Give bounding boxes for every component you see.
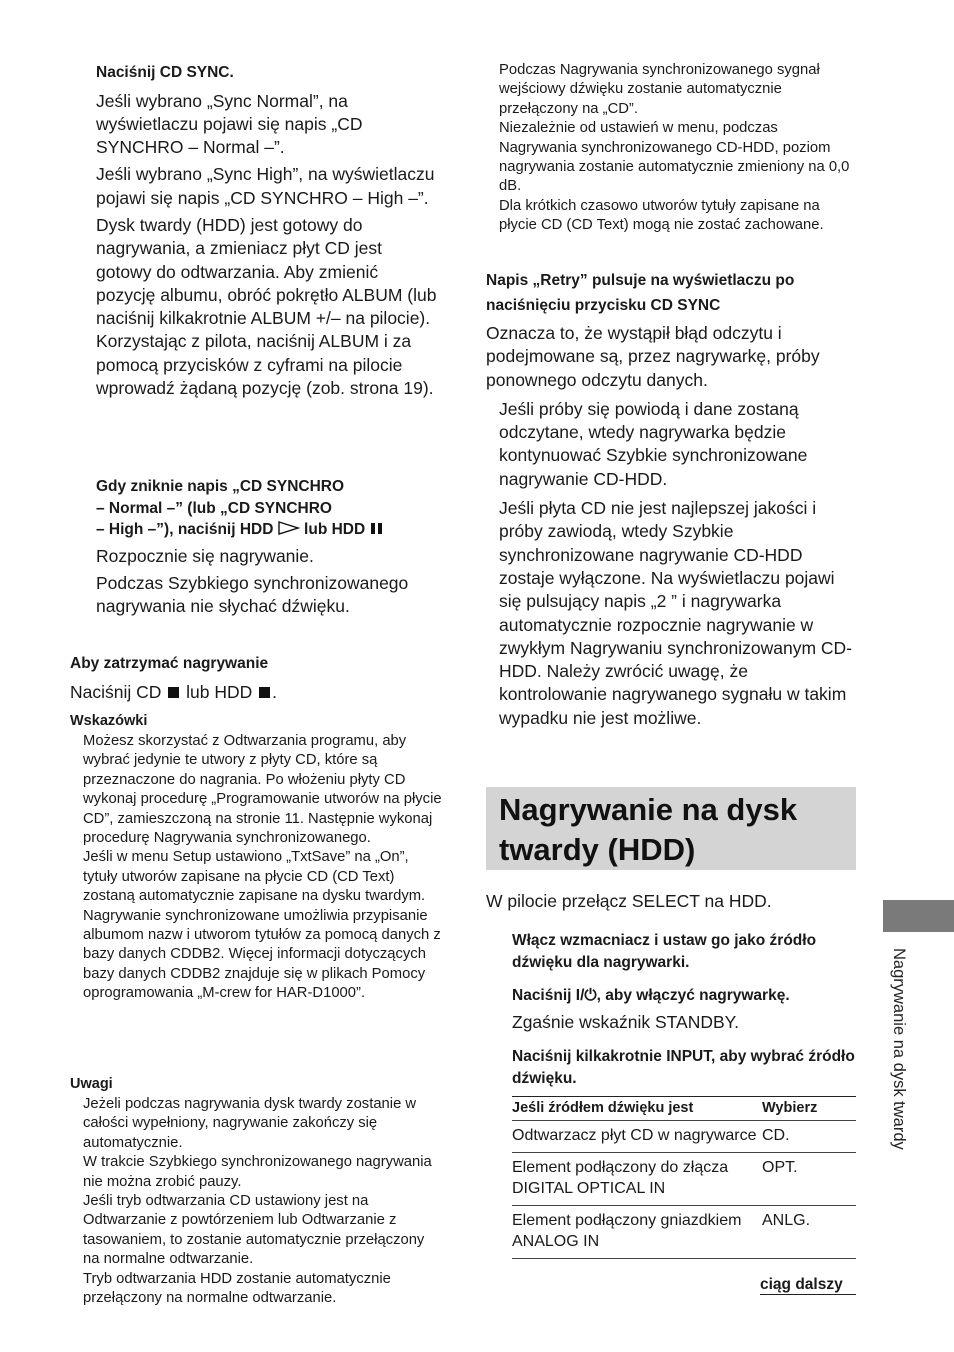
table-row	[512, 1153, 856, 1206]
step2-title: Gdy zniknie napis „CD SYNCHRO – Normal –” (lub „CD SYNCHRO – High –”), naciśnij HDD lub HDD	[96, 476, 442, 541]
note-item: Tryb odtwarzania HDD zostanie automatycznie przełączony na normalne odtwarzanie.	[83, 1270, 391, 1307]
note-item: Dla krótkich czasowo utworów tytuły zapisane na płycie CD (CD Text) mogą nie zostać zachowane.	[499, 197, 824, 234]
retry-section	[486, 268, 856, 730]
table-cell: Element podłączony gniazdkiem ANALOG IN	[512, 1206, 762, 1259]
stop-icon	[259, 687, 270, 698]
power-icon: I/⏻	[575, 987, 597, 1005]
source-table	[512, 1096, 856, 1259]
table-cell: Element podłączony do złącza DIGITAL OPTICAL IN	[512, 1153, 762, 1206]
stop-title: Aby zatrzymać nagrywanie	[70, 655, 269, 672]
stop-icon	[168, 687, 179, 698]
table-header: Wybierz	[762, 1097, 856, 1121]
section-heading-box	[486, 787, 856, 870]
note-item: Jeżeli podczas nagrywania dysk twardy zostanie w całości wypełniony, nagrywanie zakończy się automatycznie.	[83, 1096, 417, 1151]
tips-section	[70, 713, 442, 1004]
table-cell: ANLG.	[762, 1206, 856, 1259]
section-tab-marker	[883, 900, 954, 932]
continued-label: ciąg dalszy	[760, 1276, 856, 1295]
tips-title: Wskazówki	[70, 713, 148, 729]
note-item: Podczas Nagrywania synchronizowanego sygnał wejściowy dźwięku zostanie automatycznie przełączony na „CD”.	[499, 62, 820, 117]
step2-text2: Podczas Szybkiego synchronizowanego nagrywania nie słychać dźwięku.	[96, 572, 409, 617]
play-icon	[278, 521, 300, 535]
hdd-step1: Włącz wzmacniacz i ustaw go jako źródło dźwięku dla nagrywarki.	[512, 932, 817, 971]
step2-text1: Rozpocznie się nagrywanie.	[96, 545, 314, 566]
notes-continued	[499, 61, 856, 236]
step1	[96, 62, 442, 400]
step2	[96, 476, 442, 618]
section-heading: Nagrywanie na dysk twardy (HDD)	[499, 792, 798, 867]
table-cell: OPT.	[762, 1153, 856, 1206]
table-cell: CD.	[762, 1121, 856, 1153]
table-cell: Odtwarzacz płyt CD w nagrywarce	[512, 1121, 762, 1153]
tip-item: Jeśli w menu Setup ustawiono „TxtSave” na „On”, tytuły utworów zapisane na płycie CD (CD Text) zostaną automatycznie zapisane na dysku twardym.	[83, 849, 426, 905]
table-row	[512, 1206, 856, 1259]
step1-title: Naciśnij CD SYNC.	[96, 64, 234, 81]
intro-text: W pilocie przełącz SELECT na HDD.	[486, 891, 772, 911]
step1-text3: Dysk twardy (HDD) jest gotowy do nagrywania, a zmieniacz płyt CD jest gotowy do odtwarzania. Aby zmienić pozycję albumu, obróć pokrętło ALBUM (lub naciśnij kilkakrotnie ALBUM +/– na pilocie). Korzystając z pilota, naciśnij ALBUM i za pomocą przycisków z cyframi na pilocie wprowadź żądaną pozycję (zob. strona 19).	[96, 214, 437, 399]
retry-text3: Jeśli płyta CD nie jest najlepszej jakości i próby zawiodą, wtedy Szybkie synchronizowane nagrywanie CD-HDD zostaje wyłączone. Na wyświetlaczu pojawi się pulsujący napis „2 ” i nagrywarka automatycznie rozpocznie nagrywanie w zwykłym Nagrywaniu synchronizowanym CD-HDD. Należy zwrócić uwagę, że kontrolowanie nagrywanego sygnału w takim wypadku nie jest możliwe.	[499, 498, 853, 728]
step1-text1: Jeśli wybrano „Sync Normal”, na wyświetlaczu pojawi się napis „CD SYNCHRO – Normal –”.	[96, 90, 363, 158]
tip-item: Nagrywanie synchronizowane umożliwia przypisanie albumom nazw i utworom tytułów za pomocą danych z bazy danych CDDB2. Więcej informacji dotyczących bazy danych CDDB2 znajduje się w plikach Pomocy oprogramowania „M-crew for HAR-D1000”.	[83, 907, 441, 1002]
retry-text2: Jeśli próby się powiodą i dane zostaną odczytane, wtedy nagrywarka będzie kontynuować Szybkie synchronizowane nagrywanie CD-HDD.	[499, 398, 808, 489]
retry-text1: Oznacza to, że wystąpił błąd odczytu i podejmowane są, przez nagrywarkę, próby ponownego odczytu danych.	[486, 323, 820, 390]
pause-icon	[370, 522, 384, 535]
notes-title: Uwagi	[70, 1076, 113, 1092]
notes-section	[70, 1076, 442, 1308]
stop-section	[70, 653, 442, 704]
note-item: Niezależnie od ustawień w menu, podczas Nagrywania synchronizowanego CD-HDD, poziom nagrywania zostanie automatycznie zmieniony na 0,0 dB.	[499, 120, 850, 195]
hdd-step3: Naciśnij kilkakrotnie INPUT, aby wybrać źródło dźwięku.	[512, 1048, 855, 1087]
retry-title: Napis „Retry” pulsuje na wyświetlaczu po naciśnięciu przycisku CD SYNC	[486, 272, 795, 314]
stop-text: Naciśnij CD lub HDD .	[70, 681, 278, 702]
side-tab-label: Nagrywanie na dysk twardy	[890, 948, 908, 1150]
hdd-instructions	[486, 890, 856, 1259]
step1-text2: Jeśli wybrano „Sync High”, na wyświetlaczu pojawi się napis „CD SYNCHRO – High –”.	[96, 164, 435, 208]
table-header-row	[512, 1097, 856, 1121]
table-header: Jeśli źródłem dźwięku jest	[512, 1097, 762, 1121]
note-item: Jeśli tryb odtwarzania CD ustawiony jest na Odtwarzanie z powtórzeniem lub Odtwarzanie z tasowaniem, to zostanie automatycznie przełączony na normalne odtwarzanie.	[83, 1193, 425, 1268]
hdd-step2: Naciśnij I/⏻, aby włączyć nagrywarkę.	[512, 987, 790, 1005]
note-item: W trakcie Szybkiego synchronizowanego nagrywania nie można zrobić pauzy.	[83, 1154, 432, 1190]
table-row	[512, 1121, 856, 1153]
tip-item: Możesz skorzystać z Odtwarzania programu, aby wybrać jedynie te utwory z płyty CD, które są przeznaczone do nagrania. Po włożeniu płyty CD wykonaj procedurę „Programowanie utworów na płycie CD”, zamieszczoną na stronie 11. Następnie wykonaj procedurę Nagrywania synchronizowanego.	[83, 733, 442, 847]
hdd-step2-text: Zgaśnie wskaźnik STANDBY.	[512, 1011, 739, 1032]
